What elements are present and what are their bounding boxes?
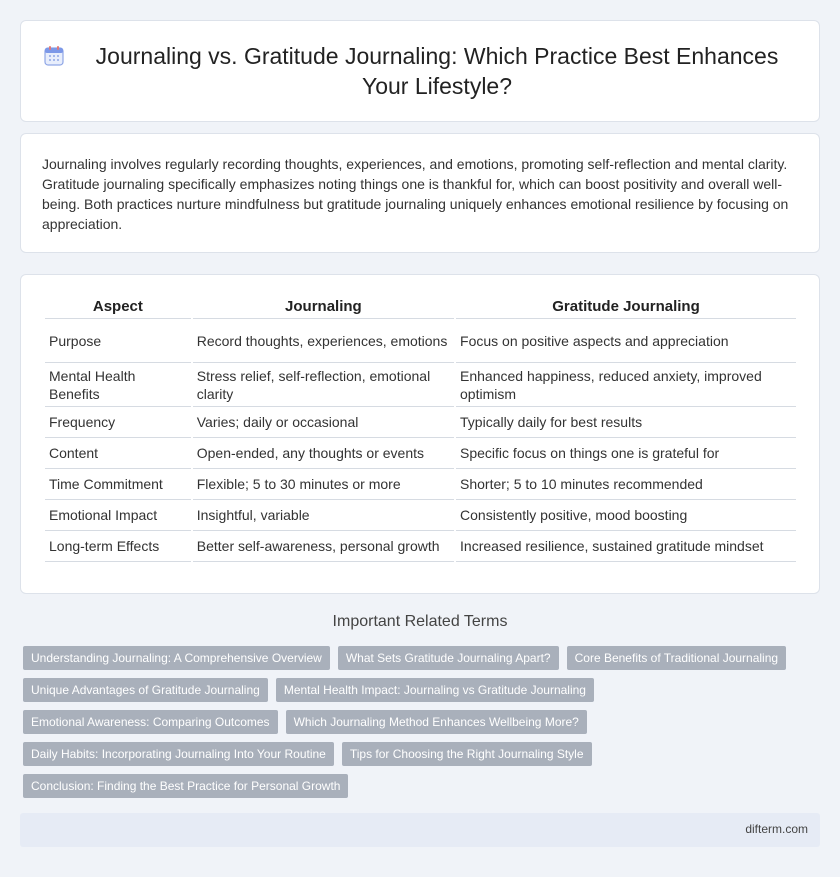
related-term-tag[interactable]: Daily Habits: Incorporating Journaling Into Your Routine: [23, 742, 334, 766]
table-cell: Specific focus on things one is grateful for: [456, 438, 796, 469]
table-cell: Mental Health Benefits: [45, 363, 191, 407]
footer-site-link[interactable]: difterm.com: [745, 822, 808, 836]
related-terms-title: Important Related Terms: [332, 613, 508, 630]
related-term-tag[interactable]: Conclusion: Finding the Best Practice for Personal Growth: [23, 774, 348, 798]
table-cell: Flexible; 5 to 30 minutes or more: [193, 469, 454, 500]
related-term-tag[interactable]: Core Benefits of Traditional Journaling: [567, 646, 786, 670]
header-journaling: Journaling: [193, 297, 454, 319]
table-row: [45, 500, 796, 531]
table-cell: Focus on positive aspects and appreciation: [456, 319, 796, 363]
related-term-tag[interactable]: What Sets Gratitude Journaling Apart?: [338, 646, 559, 670]
table-cell: Purpose: [45, 319, 191, 363]
table-cell: Emotional Impact: [45, 500, 191, 531]
table-cell: Insightful, variable: [193, 500, 454, 531]
header-gratitude-journaling: Gratitude Journaling: [456, 297, 796, 319]
table-cell: Open-ended, any thoughts or events: [193, 438, 454, 469]
footer: [20, 813, 820, 847]
table-cell: Better self-awareness, personal growth: [193, 531, 454, 562]
table-cell: Long-term Effects: [45, 531, 191, 562]
table-cell: Stress relief, self-reflection, emotional clarity: [193, 363, 454, 407]
table-cell: Consistently positive, mood boosting: [456, 500, 796, 531]
comparison-table: [43, 297, 798, 562]
related-term-tag[interactable]: Mental Health Impact: Journaling vs Gratitude Journaling: [276, 678, 594, 702]
intro-text: Journaling involves regularly recording thoughts, experiences, and emotions, promoting self-reflection and mental clarity. Gratitude journaling specifically emphasizes noting things one is thankful for, which can boost positivity and overall well-being. Both practices nurture mindfulness but gratitude journaling uniquely enhances emotional resilience by focusing on appreciation.: [42, 156, 789, 232]
table-cell: Time Commitment: [45, 469, 191, 500]
table-cell: Typically daily for best results: [456, 407, 796, 438]
page-title: Journaling vs. Gratitude Journaling: Which Practice Best Enhances Your Lifestyle?: [95, 43, 779, 99]
related-terms-list: [23, 646, 813, 798]
table-cell: Increased resilience, sustained gratitude mindset: [456, 531, 796, 562]
table-cell: Record thoughts, experiences, emotions: [193, 319, 454, 363]
related-term-tag[interactable]: Unique Advantages of Gratitude Journaling: [23, 678, 268, 702]
table-cell: Content: [45, 438, 191, 469]
related-term-tag[interactable]: Emotional Awareness: Comparing Outcomes: [23, 710, 278, 734]
table-row: [45, 363, 796, 407]
related-term-tag[interactable]: Which Journaling Method Enhances Wellbeing More?: [286, 710, 587, 734]
table-cell: Enhanced happiness, reduced anxiety, improved optimism: [456, 363, 796, 407]
table-cell: Frequency: [45, 407, 191, 438]
table-row: [45, 438, 796, 469]
calendar-icon: [43, 45, 65, 67]
table-header-row: [45, 297, 796, 319]
table-row: [45, 407, 796, 438]
table-row: [45, 319, 796, 363]
table-row: [45, 469, 796, 500]
related-term-tag[interactable]: Tips for Choosing the Right Journaling Style: [342, 742, 592, 766]
table-cell: Shorter; 5 to 10 minutes recommended: [456, 469, 796, 500]
header-inner: [21, 21, 819, 121]
intro-card: [20, 133, 820, 253]
table-cell: Varies; daily or occasional: [193, 407, 454, 438]
header-aspect: Aspect: [45, 297, 191, 319]
comparison-card: [20, 274, 820, 594]
related-term-tag[interactable]: Understanding Journaling: A Comprehensive Overview: [23, 646, 330, 670]
header-card: [20, 20, 820, 122]
table-row: [45, 531, 796, 562]
